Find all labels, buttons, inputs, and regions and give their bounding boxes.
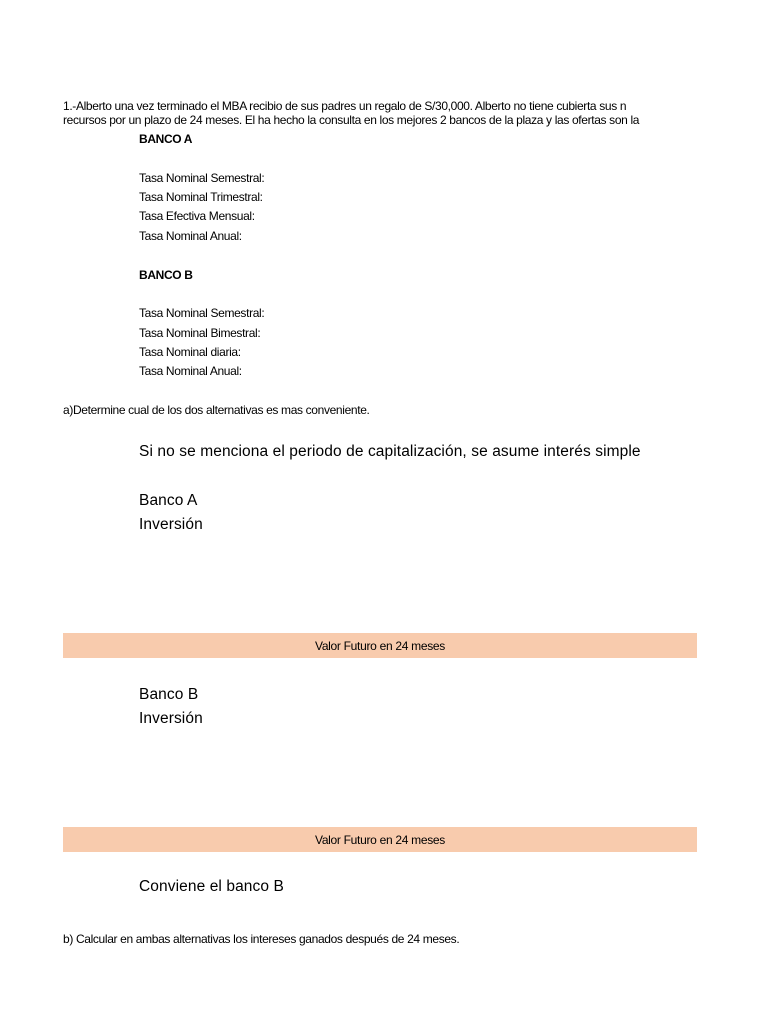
- banco-a-rate-1: Tasa Nominal Semestral:: [139, 171, 265, 185]
- banco-a-title: BANCO A: [139, 132, 193, 146]
- interest-note: Si no se menciona el periodo de capitalización, se asume interés simple: [139, 443, 641, 460]
- banco-b-rate-3: Tasa Nominal diaria:: [139, 345, 241, 359]
- conclusion: Conviene el banco B: [139, 878, 284, 895]
- banco-a-rate-3: Tasa Efectiva Mensual:: [139, 209, 255, 223]
- problem-line-2: recursos por un plazo de 24 meses. El ha hecho la consulta en los mejores 2 bancos de la plaza y las ofertas son la: [63, 113, 640, 127]
- problem-line-1: 1.-Alberto una vez terminado el MBA recibio de sus padres un regalo de S/30,000. Alberto no tiene cubierta sus n: [63, 99, 627, 113]
- banco-b-title: BANCO B: [139, 268, 193, 282]
- question-b: b) Calcular en ambas alternativas los intereses ganados después de 24 meses.: [63, 932, 460, 946]
- banco-b-rate-4: Tasa Nominal Anual:: [139, 364, 242, 378]
- banco-b-rate-2: Tasa Nominal Bimestral:: [139, 326, 261, 340]
- future-value-band-b: Valor Futuro en 24 meses: [63, 827, 697, 852]
- question-a: a)Determine cual de los dos alternativas es mas conveniente.: [63, 403, 370, 417]
- section-b-bank: Banco B: [139, 686, 199, 703]
- section-b-investment: Inversión: [139, 710, 203, 727]
- banco-a-rate-2: Tasa Nominal Trimestral:: [139, 190, 263, 204]
- section-a-investment: Inversión: [139, 516, 203, 533]
- banco-a-rate-4: Tasa Nominal Anual:: [139, 229, 242, 243]
- banco-b-rate-1: Tasa Nominal Semestral:: [139, 306, 265, 320]
- future-value-band-a: Valor Futuro en 24 meses: [63, 633, 697, 658]
- section-a-bank: Banco A: [139, 492, 198, 509]
